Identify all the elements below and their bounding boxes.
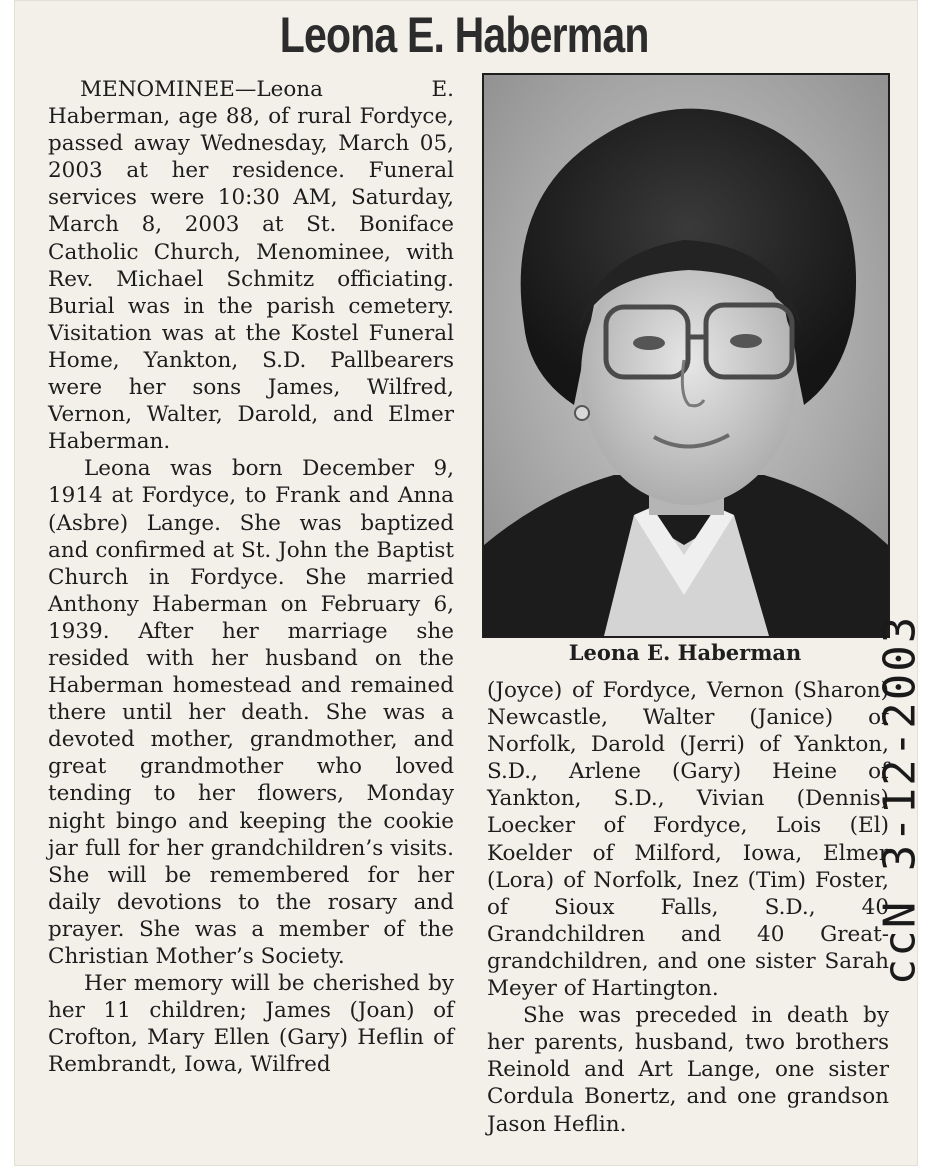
right-text-column: [487, 677, 889, 1138]
paragraph-preceded-in-death: She was preceded in death by her parents, husband, two brothers Reinold and Art Lange, one sister Cordula Bonertz, and one grandson Jason Heflin.: [487, 1003, 889, 1137]
portrait-photo: [482, 73, 890, 638]
photo-caption: Leona E. Haberman: [568, 640, 802, 665]
handwritten-annotation: ccN 3-12-2003: [874, 614, 926, 986]
portrait-image: [484, 75, 888, 636]
paragraph-details: MENOMINEE—Leona E. Haberman, age 88, of rural Fordyce, passed away Wednesday, March 05, 2003 at her residence. Funeral services were 10:30 AM, Saturday, March 8, 2003 at St. Boniface Catholic Church, Menominee, with Rev. Michael Schmitz officiating. Burial was in the parish cemetery. Visitation was at the Kostel Funeral Home, Yankton, S.D. Pallbearers were her sons James, Wilfred, Vernon, Walter, Darold, and Elmer Haberman.: [48, 77, 454, 455]
obituary-headline: Leona E. Haberman: [279, 7, 649, 63]
paragraph-survivors-continued: (Joyce) of Fordyce, Vernon (Sharon) Newcastle, Walter (Janice) of Norfolk, Darold (Jerri) of Yankton, S.D., Arlene (Gary) Heine of Yankton, S.D., Vivian (Dennis) Loecker of Fordyce, Lois (El) Koelder of Milford, Iowa, Elmer (Lora) of Norfolk, Inez (Tim) Foster, of Sioux Falls, S.D., 40 Grandchildren and 40 Great-grandchildren, and one sister Sarah Meyer of Hartington.: [487, 678, 889, 1002]
paragraph-survivors-start: Her memory will be cherished by her 11 children; James (Joan) of Crofton, Mary Ellen (Gary) Heflin of Rembrandt, Iowa, Wilfred: [48, 971, 454, 1078]
paragraph-biography: Leona was born December 9, 1914 at Fordyce, to Frank and Anna (Asbre) Lange. She was baptized and confirmed at St. John the Baptist Church in Fordyce. She married Anthony Haberman on February 6, 1939. After her marriage she resided with her husband on the Haberman homestead and remained there until her death. She was a devoted mother, grandmother, and great grandmother who loved tending to her flowers, Monday night bingo and keeping the cookie jar full for her grandchildren’s visits. She will be remembered for her daily devotions to the rosary and prayer. She was a member of the Christian Mother’s Society.: [48, 456, 454, 969]
left-text-column: [48, 76, 454, 1078]
